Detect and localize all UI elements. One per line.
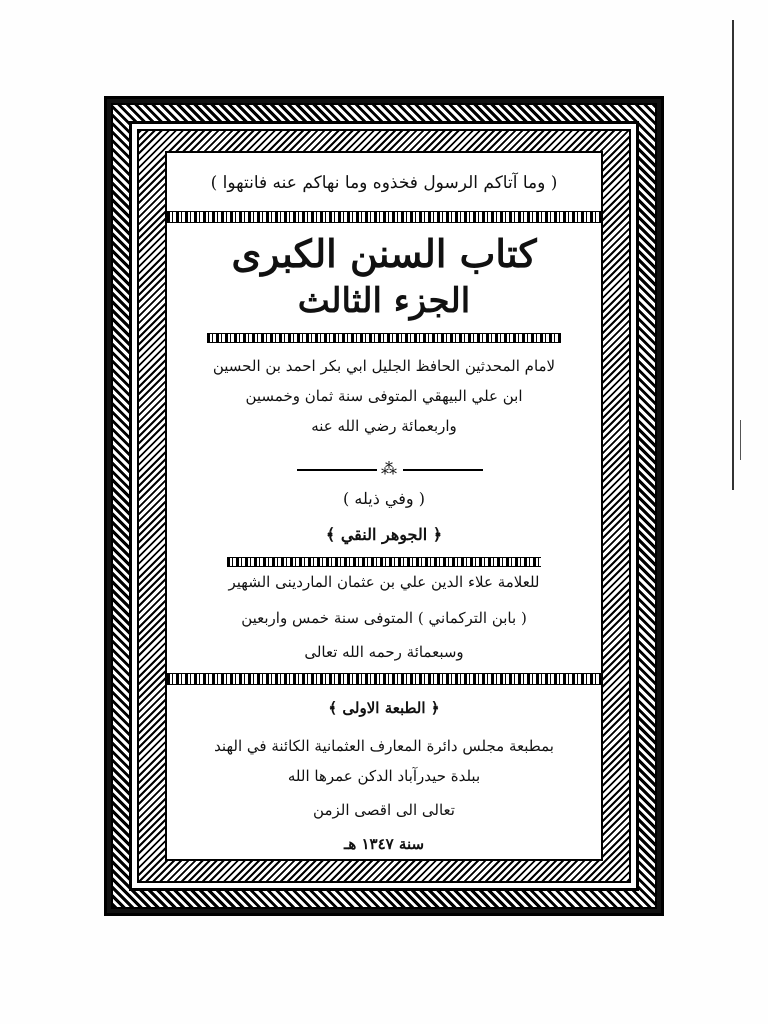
edition-label: ﴿ الطبعة الاولى ﴾ — [328, 699, 440, 717]
appendix-author-2: ( بابن التركماني ) المتوفى سنة خمس واربعين — [241, 609, 527, 627]
dash-divider — [297, 469, 377, 471]
appendix-title: ﴿ الجوهر النقي ﴾ — [325, 525, 443, 544]
volume-title: الجزء الثالث — [297, 281, 471, 321]
ornament-divider — [167, 673, 601, 685]
ornament-divider — [167, 211, 601, 223]
flourish-ornament: ⁂ — [381, 459, 397, 478]
appendix-author-1: للعلامة علاء الدين علي بن عثمان الماردینی الشهير — [228, 573, 540, 591]
scan-edge-line — [732, 20, 734, 490]
ornament-divider — [207, 333, 561, 343]
author-line-1: لامام المحدثين الحافظ الجليل ابي بكر احمد بن الحسين — [212, 357, 556, 375]
press-line-2: ببلدة حيدرآباد الدكن عمرها الله — [287, 767, 481, 785]
press-line-1: بمطبعة مجلس دائرة المعارف العثمانية الكائنة في الهند — [214, 737, 554, 755]
press-line-3: تعالى الى اقصى الزمن — [313, 801, 455, 819]
title-panel — [165, 151, 603, 861]
dash-divider — [403, 469, 483, 471]
publication-year: سنة ١٣٤٧ هـ — [343, 835, 425, 853]
author-line-2: ابن علي البيهقي المتوفى سنة ثمان وخمسين — [245, 387, 523, 405]
appendix-intro: ( وفي ذيله ) — [343, 489, 425, 508]
book-title: كتاب السنن الكبرى — [231, 231, 537, 276]
ornamental-frame — [104, 96, 664, 916]
author-line-3: واربعمائة رضي الله عنه — [311, 417, 457, 435]
ornament-divider — [227, 557, 541, 567]
quranic-quote: ( وما آتاكم الرسول فخذوه وما نهاكم عنه فانتهوا ) — [210, 173, 558, 193]
scan-edge-mark — [740, 420, 741, 460]
appendix-author-3: وسبعمائة رحمه الله تعالى — [304, 643, 464, 661]
